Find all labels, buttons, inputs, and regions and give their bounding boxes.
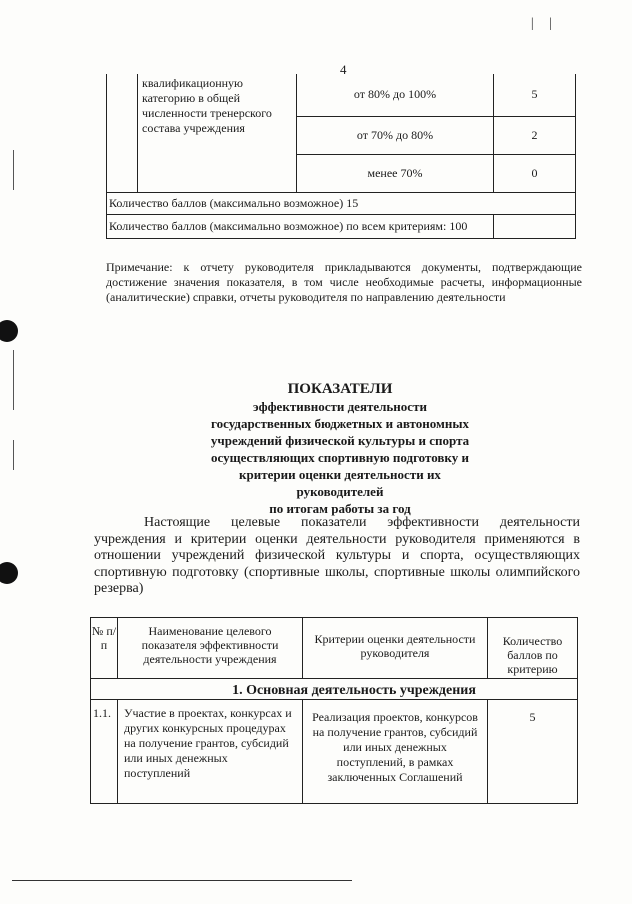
title-line: государственных бюджетных и автономных: [211, 416, 469, 431]
title-line: по итогам работы за год: [269, 501, 411, 516]
punch-hole-top: [0, 320, 18, 342]
indicator-name-cell: квалификационную категорию в общей численности тренерского состава учреждения: [138, 74, 297, 192]
intro-text: Настоящие целевые показатели эффективности деятельности учреждения и критерии оценки деятельности руководителя применяются в отношении учреждений физической культуры и спорта, осуществляющих спортивную подготовку (спортивные школы, спортивные школы олимпийского резерва): [94, 515, 580, 596]
row-points: 5: [488, 700, 578, 804]
corner-marks: | |: [530, 16, 558, 31]
header-points: Количество баллов по критерию: [488, 618, 578, 679]
bottom-rule: [12, 880, 352, 881]
points-cell: 5: [494, 74, 576, 116]
title-line: учреждений физической культуры и спорта: [210, 433, 470, 448]
note-paragraph: Примечание: к отчету руководителя прикладываются документы, подтверждающие достижение значения показателя, в том числе необходимые расчеты, информационные (аналитические) справки, отчеты руководителя по направлению деятельности: [106, 260, 582, 304]
title-line: критерии оценки деятельности их: [239, 467, 441, 482]
title-line: осуществляющих спортивную подготовку и: [211, 450, 469, 465]
criterion-cell: от 80% до 100%: [297, 74, 494, 116]
points-cell: 2: [494, 116, 576, 154]
header-num: № п/п: [91, 618, 118, 679]
row-criteria: Реализация проектов, конкурсов на получение грантов, субсидий или иных денежных поступлений, в рамках заключенных Соглашений: [303, 700, 488, 804]
document-title: [190, 381, 490, 517]
page-edge-line: [13, 150, 14, 190]
criteria-table-continuation: [106, 74, 576, 239]
page-edge-line: [13, 350, 14, 410]
title-line: руководителей: [296, 484, 384, 499]
row-indicator-name: Участие в проектах, конкурсах и других конкурсных процедурах на получение грантов, субсидий или иных денежных поступлений: [118, 700, 303, 804]
punch-hole-bottom: [0, 562, 18, 584]
title-line: эффективности деятельности: [253, 399, 427, 414]
total-points-row: Количество баллов (максимально возможное) по всем критериям: 100: [107, 214, 494, 238]
criterion-cell: менее 70%: [297, 154, 494, 192]
row-num: 1.1.: [91, 700, 118, 804]
intro-paragraph: [94, 515, 580, 598]
max-points-row: Количество баллов (максимально возможное) 15: [107, 192, 576, 214]
header-indicator-name: Наименование целевого показателя эффективности деятельности учреждения: [118, 618, 303, 679]
points-cell: 0: [494, 154, 576, 192]
section-heading: 1. Основная деятельность учреждения: [91, 679, 578, 700]
title-main: ПОКАЗАТЕЛИ: [287, 381, 393, 397]
page-number: 4: [340, 62, 347, 77]
page-edge-line: [13, 440, 14, 470]
blank-num-cell: [107, 74, 138, 192]
header-criteria: Критерии оценки деятельности руководителя: [303, 618, 488, 679]
total-points-value: [494, 214, 576, 238]
criterion-cell: от 70% до 80%: [297, 116, 494, 154]
indicators-table: [90, 617, 578, 804]
